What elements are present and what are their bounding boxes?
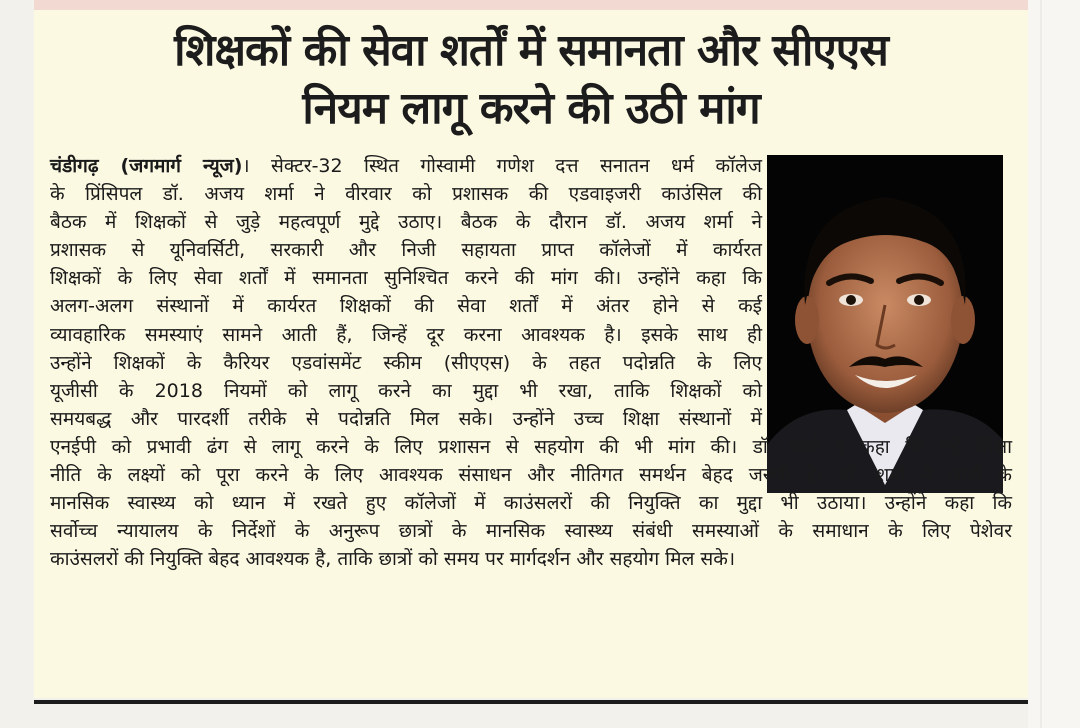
body-line-14: सर्वोच्च न्यायालय के निर्देशों के अनुरूप छात्रों के मानसिक स्वास्थ्य संबंधी समस्याओं के समाधान के लिए पेशेवर [50, 520, 1012, 543]
margin-edge [1040, 0, 1042, 728]
body-line-10: समयबद्ध और पारदर्शी तरीके से पदोन्नति मिल सके। उन्होंने उच्च शिक्षा संस्थानों में [50, 407, 762, 430]
body-line-12: नीति के लक्ष्यों को पूरा करने के लिए आवश्यक संसाधन और नीतिगत समर्थन बेहद जरूरी है। डॉ. शर्मा ने छात्रों के [50, 464, 1012, 487]
article-body [50, 152, 1012, 573]
top-color-strip [34, 0, 1028, 10]
dateline: चंडीगढ़ (जगमार्ग न्यूज) [50, 155, 243, 177]
body-line-11: एनईपी को प्रभावी ढंग से लागू करने के लिए प्रशासन से सहयोग की भी मांग की। डॉ. शर्मा ने कहा कि नई शिक्षा [50, 435, 1012, 458]
body-line-1 [50, 152, 762, 180]
bottom-rule [34, 700, 1028, 704]
body-line-7: व्यावहारिक समस्याएं सामने आती हैं, जिन्हें दूर करना आवश्यक है। इसके साथ ही [50, 323, 762, 346]
body-line-6: अलग-अलग संस्थानों में कार्यरत शिक्षकों की सेवा शर्तों में अंतर होने से कई [50, 295, 762, 318]
body-line-13: मानसिक स्वास्थ्य को ध्यान में रखते हुए कॉलेजों में काउंसलरों की नियुक्ति का मुद्दा भी उठाया। उन्होंने कहा कि [50, 492, 1012, 515]
body-line-5: शिक्षकों के लिए सेवा शर्तों में समानता सुनिश्चित करने की मांग की। उन्होंने कहा कि [50, 267, 762, 290]
headline [34, 22, 1028, 138]
headline-line-1: शिक्षकों की सेवा शर्तों में समानता और सीएएस [174, 25, 888, 76]
headline-line-2: नियम लागू करने की उठी मांग [302, 83, 760, 134]
right-margin [1028, 0, 1080, 728]
body-line-8: उन्होंने शिक्षकों के कैरियर एडवांसमेंट स्कीम (सीएएस) के तहत पदोन्नति के लिए [50, 351, 762, 374]
body-line-2: के प्रिंसिपल डॉ. अजय शर्मा ने वीरवार को प्रशासक की एडवाइजरी काउंसिल की [50, 183, 762, 206]
body-line-15: काउंसलरों की नियुक्ति बेहद आवश्यक है, ताकि छात्रों को समय पर मार्गदर्शन और सहयोग मिल सके। [50, 548, 736, 571]
body-line-1-text: । सेक्टर-32 स्थित गोस्वामी गणेश दत्त सनातन धर्म कॉलेज [242, 155, 763, 177]
body-line-3: बैठक में शिक्षकों से जुड़े महत्वपूर्ण मुद्दे उठाए। बैठक के दौरान डॉ. अजय शर्मा ने [50, 211, 762, 234]
body-line-4: प्रशासक से यूनिवर्सिटी, सरकारी और निजी सहायता प्राप्त कॉलेजों में कार्यरत [50, 239, 762, 262]
body-line-9: यूजीसी के 2018 नियमों को लागू करने का मुद्दा भी रखा, ताकि शिक्षकों को [50, 379, 762, 402]
